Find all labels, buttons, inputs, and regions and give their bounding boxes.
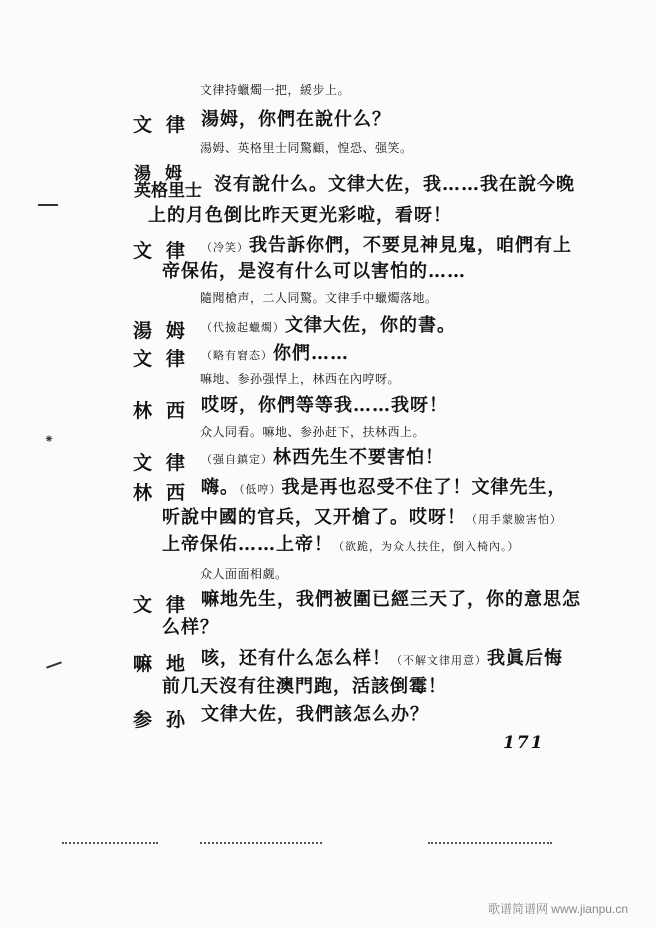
speaker-wenlu-5: 文律 (133, 594, 200, 616)
dialogue-text-8b: 我是再也忍受不住了！文律先生， (281, 477, 567, 498)
dialogue-line-6: 哎呀，你們等等我……我呀！ (201, 395, 448, 416)
dialogue-line-2a: 沒有說什么。文律大佐，我……我在說今晚 (214, 174, 575, 195)
speaker-tom-2: 湯姆 (133, 320, 200, 342)
speaker-linxi-2: 林西 (133, 482, 200, 504)
dialogue-text-10a: 咳，还有什么怎么样！ (201, 648, 391, 669)
dialogue-line-3b: 帝保佑，是沒有什么可以害怕的…… (162, 261, 466, 282)
speaker-wenlu-2: 文律 (133, 240, 200, 262)
dialogue-text-3a: 我告訴你們，不要見神見鬼，咱們有上 (249, 235, 572, 256)
dialogue-line-4 (201, 317, 456, 335)
dialogue-line-8c (162, 536, 520, 554)
dialogue-text-8c: 听說中國的官兵，又开槍了。哎呀！ (162, 507, 466, 528)
speaker-wenlu-1: 文律 (133, 114, 200, 136)
dialogue-text-5: 你們…… (273, 343, 349, 364)
dialogue-text-7: 林西先生不要害怕！ (273, 447, 444, 468)
stage-direction-4: 嘛地、参孙强悍上，林西在內哼呀。 (200, 372, 401, 386)
dialogue-text-10b: 我眞后悔 (487, 648, 563, 669)
dialogue-line-11: 文律大佐，我們該怎么办？ (201, 704, 429, 725)
margin-mark-3 (46, 661, 62, 668)
dialogue-line-8b (162, 509, 562, 527)
stage-paren-8a: （低哼） (239, 483, 282, 496)
speaker-wenlu-3: 文律 (133, 348, 200, 370)
speaker-english-name: 英格里士 (134, 181, 202, 201)
footer-dots-1 (62, 842, 158, 846)
dialogue-line-9a: 嘛地先生，我們被圍已經三天了，你的意思怎 (201, 589, 581, 610)
dialogue-line-7 (201, 449, 444, 467)
speaker-shensun: 参孙 (133, 709, 200, 731)
stage-paren-5: （略有窘态） (201, 349, 273, 362)
stage-paren-10: （不解文律用意） (391, 654, 487, 667)
margin-mark-2: ⁕ (44, 432, 55, 446)
stage-paren-8b: （用手蒙臉害怕） (466, 513, 562, 526)
dialogue-line-10a (201, 650, 563, 668)
stage-paren-8c: （欲跪，为众人扶住，倒入椅內。） (333, 540, 520, 553)
dialogue-text-4: 文律大佐，你的書。 (285, 315, 456, 336)
dialogue-line-5 (201, 345, 349, 363)
footer-dots-2 (200, 842, 322, 846)
stage-direction-1: 文律持蠟燭一把，緩步上。 (200, 83, 351, 97)
stage-direction-6: 众人面面相觑。 (200, 567, 288, 581)
speaker-tom-name: 湯姆 (134, 164, 196, 184)
dialogue-line-8a (201, 479, 567, 497)
dialogue-text-8a: 嗨。 (201, 477, 239, 498)
stage-direction-3: 隨聞槍声，二人同驚。文律手中蠟燭落地。 (200, 291, 438, 305)
stage-direction-5: 众人同看。嘛地、参孙赶下，扶林西上。 (200, 425, 426, 439)
dialogue-line-9b: 么样？ (162, 617, 219, 638)
speaker-tom-english (134, 166, 214, 200)
dialogue-line-2b: 上的月色倒比昨天更光彩啦，看呀！ (148, 205, 452, 226)
footer-dots-3 (428, 842, 552, 846)
dialogue-line-1: 湯姆，你們在說什么？ (201, 109, 391, 130)
page-number: 171 (503, 733, 545, 753)
stage-paren-7: （强自鎮定） (201, 453, 273, 466)
dialogue-text-8d: 上帝保佑……上帝！ (162, 534, 333, 555)
stage-paren-3: （冷笑） (201, 241, 249, 254)
speaker-linxi-1: 林西 (133, 400, 200, 422)
dialogue-line-3a (201, 237, 572, 255)
speaker-wenlu-4: 文律 (133, 452, 200, 474)
site-watermark: 歌谱简谱网 www.jianpu.cn (487, 902, 628, 916)
stage-paren-4: （代撿起蠟燭） (201, 321, 285, 334)
dialogue-line-10b: 前几天沒有往澳門跑，活該倒霉！ (162, 676, 447, 697)
stage-direction-2: 湯姆、英格里士同驚顧，惶恐、强笑。 (200, 141, 413, 155)
speaker-madi: 嘛地 (133, 653, 200, 675)
margin-mark-1 (38, 204, 58, 206)
